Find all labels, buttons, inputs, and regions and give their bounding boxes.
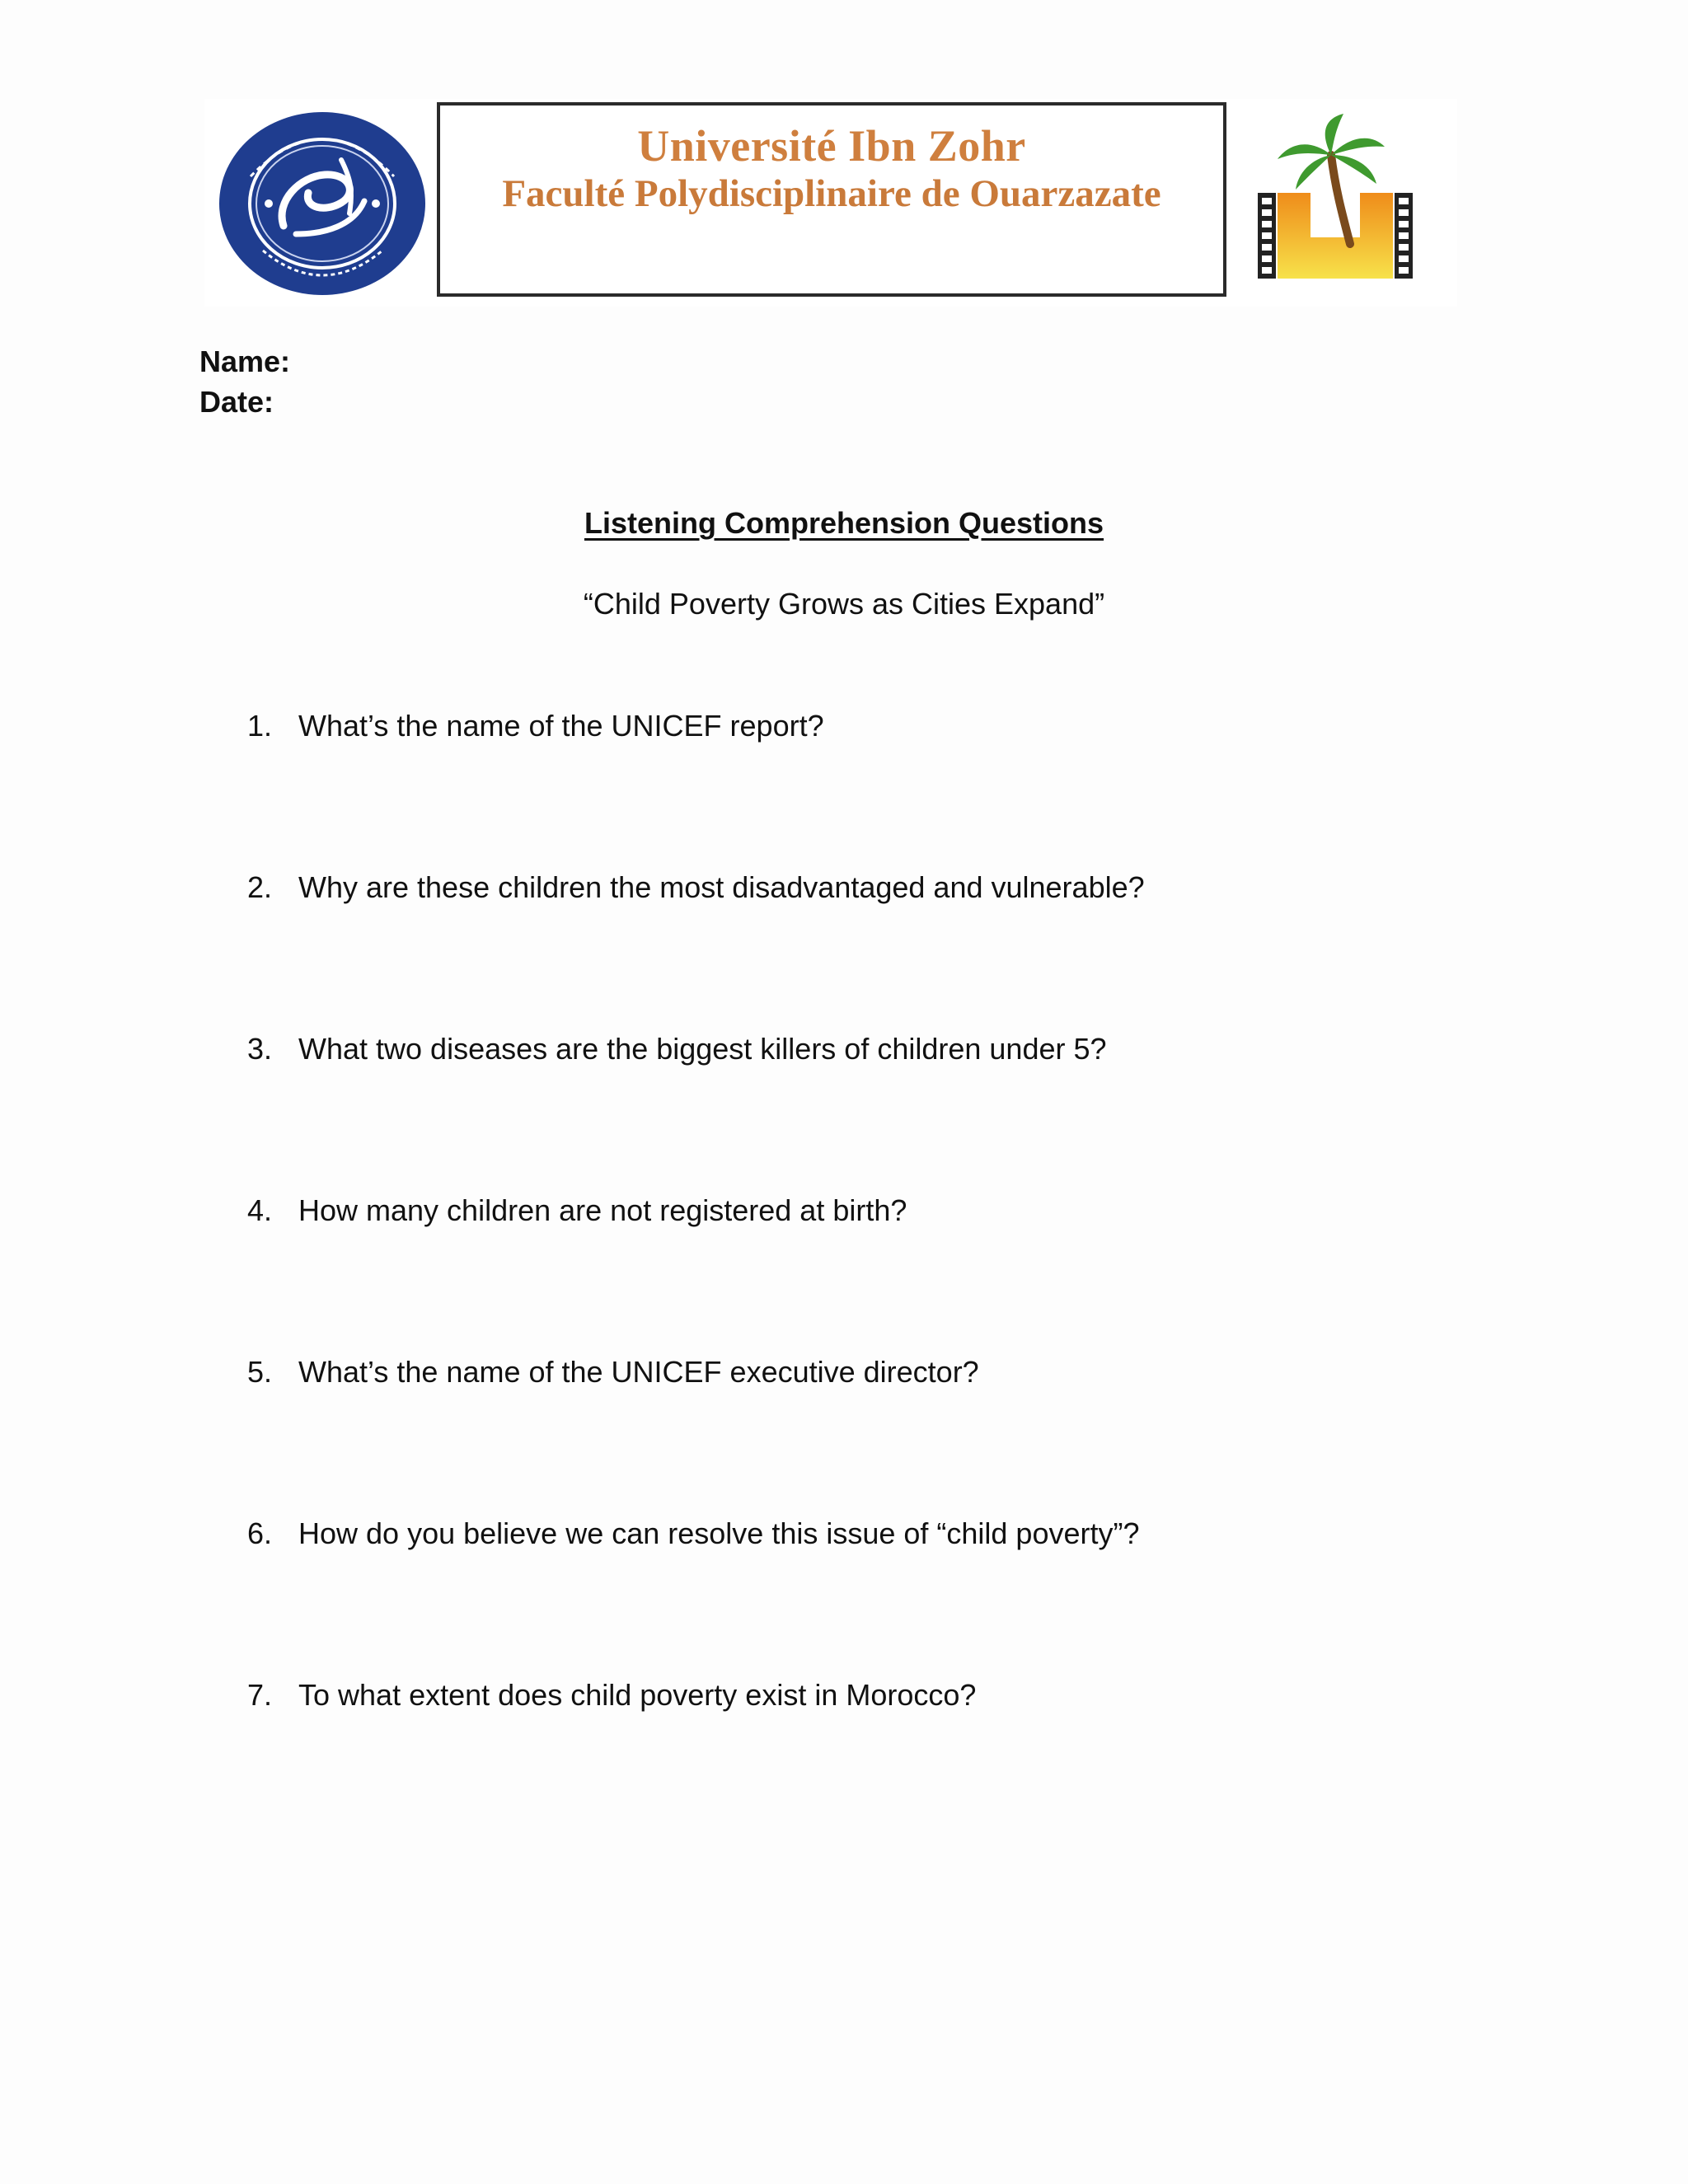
- university-name: Université Ibn Zohr: [637, 121, 1026, 171]
- question-text: What two diseases are the biggest killers of children under 5?: [298, 1032, 1107, 1066]
- institution-title-box: [437, 102, 1226, 297]
- question-text: What’s the name of the UNICEF executive director?: [298, 1355, 979, 1389]
- header-banner: [204, 99, 1457, 307]
- question-text: To what extent does child poverty exist in Morocco?: [298, 1678, 977, 1712]
- question-number: 2.: [247, 870, 273, 904]
- question-number: 6.: [247, 1516, 273, 1550]
- question-text: Why are these children the most disadvantaged and vulnerable?: [298, 870, 1145, 904]
- document-subtitle: “Child Poverty Grows as Cities Expand”: [583, 587, 1105, 621]
- question-item: [247, 1032, 1484, 1073]
- question-item: [247, 1678, 1484, 1719]
- question-item: [247, 1193, 1484, 1235]
- question-text: How do you believe we can resolve this issue of “child poverty”?: [298, 1516, 1140, 1550]
- palm-film-logo-icon: [1253, 114, 1418, 287]
- question-number: 4.: [247, 1193, 273, 1227]
- question-item: [247, 1516, 1484, 1558]
- question-item: [247, 870, 1484, 912]
- faculty-name: Faculté Polydisciplinaire de Ouarzazate: [502, 172, 1161, 215]
- question-text: How many children are not registered at birth?: [298, 1193, 907, 1227]
- question-number: 5.: [247, 1355, 273, 1389]
- question-text: What’s the name of the UNICEF report?: [298, 709, 824, 743]
- university-seal-icon: [218, 110, 427, 297]
- document-heading: Listening Comprehension Questions: [584, 506, 1104, 540]
- question-number: 3.: [247, 1032, 273, 1066]
- date-label: Date:: [199, 385, 274, 419]
- question-number: 7.: [247, 1678, 273, 1712]
- question-number: 1.: [247, 709, 273, 743]
- question-item: [247, 709, 1484, 750]
- name-label: Name:: [199, 344, 291, 378]
- question-item: [247, 1355, 1484, 1396]
